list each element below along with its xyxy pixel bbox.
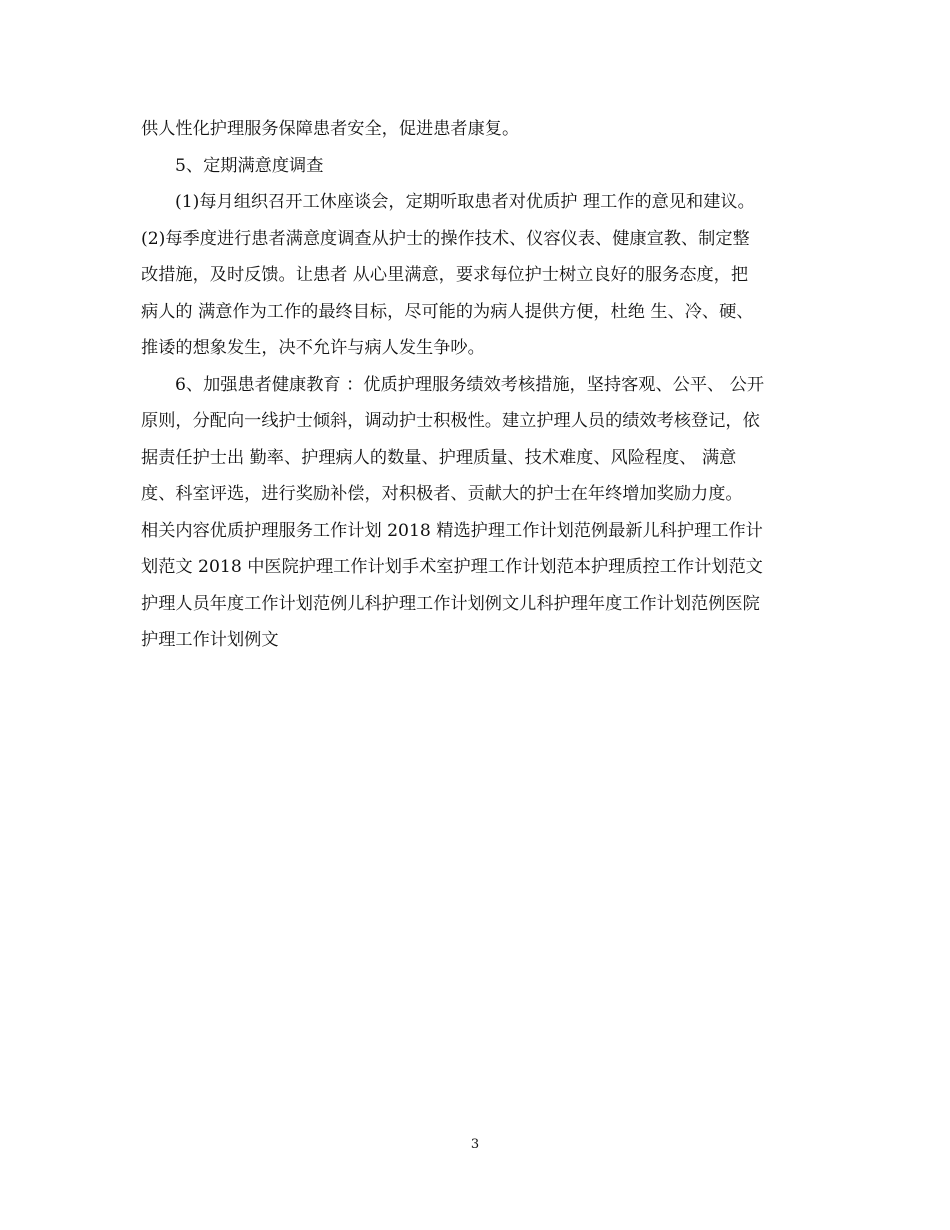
text-line: 供人性化护理服务保障患者安全，促进患者康复。 <box>141 119 520 139</box>
related-content-line: 划范文 2018 中医院护理工作计划手术室护理工作计划范本护理质控工作计划范文 <box>141 557 763 577</box>
document-body <box>141 111 816 659</box>
text-line: 据责任护士出 勤率、护理病人的数量、护理质量、技术难度、风险程度、 满意 <box>141 447 737 468</box>
text-line: (2)每季度进行患者满意度调查从护士的操作技术、仪容仪表、健康宣教、制定整 <box>141 228 750 249</box>
text-line: 原则，分配向一线护士倾斜，调动护士积极性。建立护理人员的绩效考核登记，依 <box>141 411 760 431</box>
section-heading: 5、定期满意度调查 <box>175 155 324 176</box>
text-line: 病人的 满意作为工作的最终目标，尽可能的为病人提供方便，杜绝 生、冷、硬、 <box>141 301 754 322</box>
text-line: 度、科室评选，进行奖励补偿，对积极者、贡献大的护士在年终增加奖励力度。 <box>141 484 743 504</box>
text-line: 推诿的想象发生，决不允许与病人发生争吵。 <box>141 338 485 358</box>
section-heading: 6、加强患者健康教育 ：优质护理服务绩效考核措施，坚持客观、公平、 公开 <box>175 374 765 395</box>
text-line: (1)每月组织召开工休座谈会，定期听取患者对优质护 理工作的意见和建议。 <box>175 192 755 212</box>
related-content-line: 护理人员年度工作计划范例儿科护理工作计划例文儿科护理年度工作计划范例医院 <box>141 593 760 614</box>
text-line: 改措施，及时反馈。让患者 从心里满意，要求每位护士树立良好的服务态度，把 <box>141 265 749 285</box>
page-number: 3 <box>470 1137 480 1152</box>
related-content-line: 相关内容优质护理服务工作计划 2018 精选护理工作计划范例最新儿科护理工作计 <box>141 520 763 541</box>
related-content-line: 护理工作计划例文 <box>141 630 279 650</box>
